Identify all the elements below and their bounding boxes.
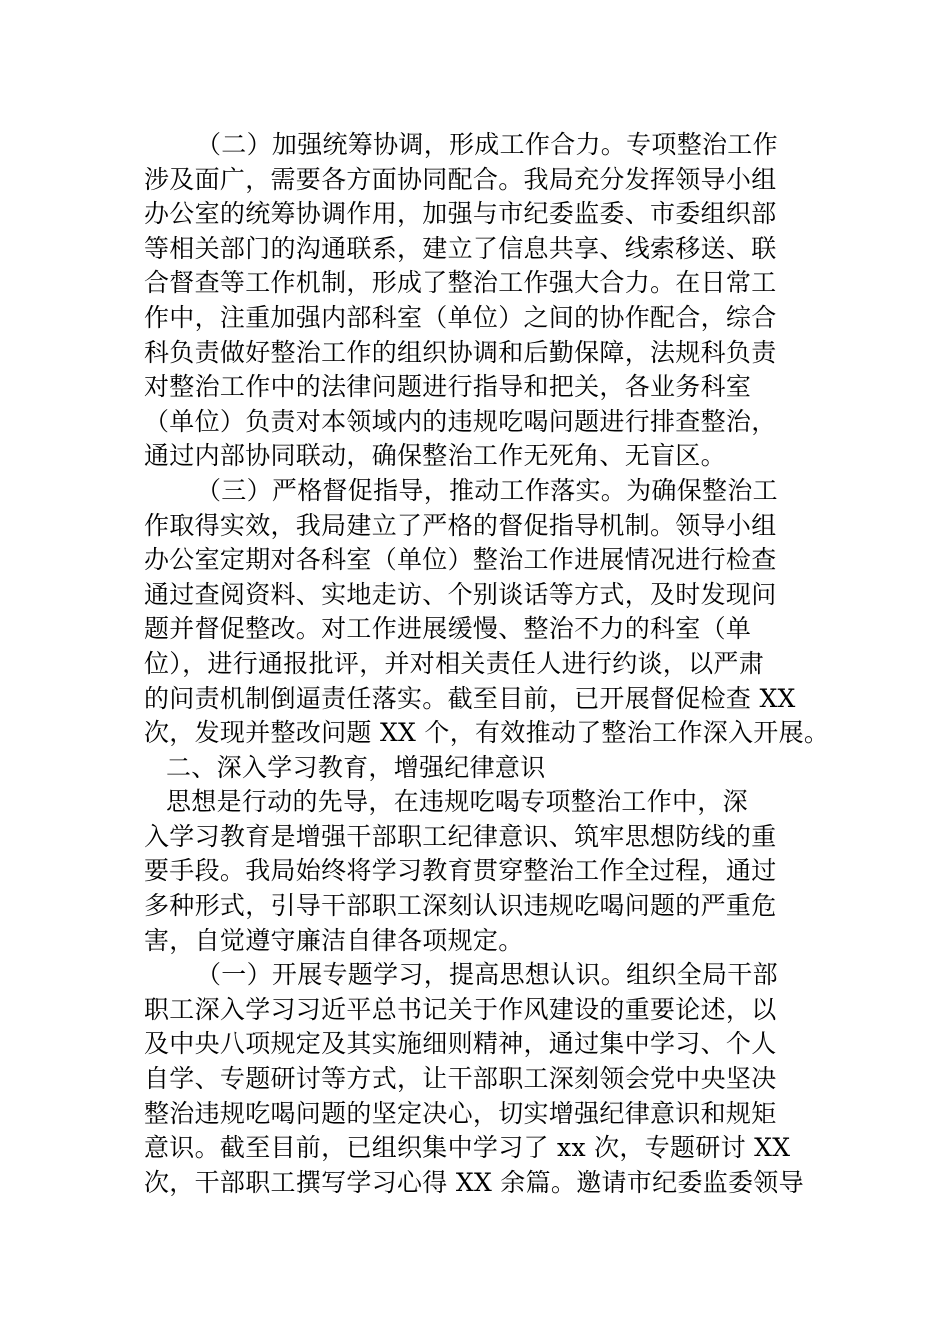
text-line: 及中央八项规定及其实施细则精神，通过集中学习、个人 [144, 1029, 777, 1059]
text-line: 多种形式，引导干部职工深刻认识违规吃喝问题的严重危 [144, 891, 777, 921]
document-body [144, 128, 830, 1200]
text-line: （单位）负责对本领域内的违规吃喝问题进行排查整治， [144, 406, 777, 436]
text-line: 要手段。我局始终将学习教育贯穿整治工作全过程，通过 [144, 856, 777, 886]
text-line: 题并督促整改。对工作进展缓慢、整治不力的科室（单 [144, 614, 752, 644]
text-line: 的问责机制倒逼责任落实。截至目前，已开展督促检查 XX [144, 683, 796, 713]
text-line: 科负责做好整治工作的组织协调和后勤保障，法规科负责 [144, 337, 777, 367]
text-line: 通过内部协同联动，确保整治工作无死角、无盲区。 [144, 441, 726, 471]
text-line: 职工深入学习习近平总书记关于作风建设的重要论述，以 [144, 994, 777, 1024]
text-line: 作取得实效，我局建立了严格的督促指导机制。领导小组 [144, 510, 777, 540]
text-line: （三）严格督促指导，推动工作落实。为确保整治工 [196, 475, 778, 505]
text-line: 办公室的统筹协调作用，加强与市纪委监委、市委组织部 [144, 199, 777, 229]
text-line: 合督查等工作机制，形成了整治工作强大合力。在日常工 [144, 268, 777, 298]
text-line: 作中，注重加强内部科室（单位）之间的协作配合，综合 [144, 302, 777, 332]
text-line: 自学、专题研讨等方式，让干部职工深刻领会党中央坚决 [144, 1064, 777, 1094]
text-line: 害，自觉遵守廉洁自律各项规定。 [144, 925, 524, 955]
text-line: 对整治工作中的法律问题进行指导和把关，各业务科室 [144, 372, 752, 402]
text-line: 入学习教育是增强干部职工纪律意识、筑牢思想防线的重 [144, 821, 777, 851]
text-line: （一）开展专题学习，提高思想认识。组织全局干部 [196, 960, 778, 990]
text-line: 通过查阅资料、实地走访、个别谈话等方式，及时发现问 [144, 579, 777, 609]
text-line: 位），进行通报批评，并对相关责任人进行约谈，以严肃 [144, 648, 765, 678]
text-line: （二）加强统筹协调，形成工作合力。专项整治工作 [196, 130, 778, 159]
text-line: 等相关部门的沟通联系，建立了信息共享、线索移送、联 [144, 233, 777, 263]
text-line: 次，发现并整改问题 XX 个，有效推动了整治工作深入开展。 [144, 718, 830, 748]
text-line: 整治违规吃喝问题的坚定决心，切实增强纪律意识和规矩 [144, 1098, 777, 1128]
text-line: 二、深入学习教育，增强纪律意识 [166, 752, 546, 782]
text-line: 意识。截至目前，已组织集中学习了 xx 次，专题研讨 XX [144, 1133, 791, 1163]
text-line: 思想是行动的先导，在违规吃喝专项整治工作中，深 [166, 787, 748, 817]
text-line: 涉及面广，需要各方面协同配合。我局充分发挥领导小组 [144, 164, 777, 194]
text-line: 次，干部职工撰写学习心得 XX 余篇。邀请市纪委监委领导 [144, 1167, 804, 1197]
text-line: 办公室定期对各科室（单位）整治工作进展情况进行检查 [144, 545, 777, 575]
